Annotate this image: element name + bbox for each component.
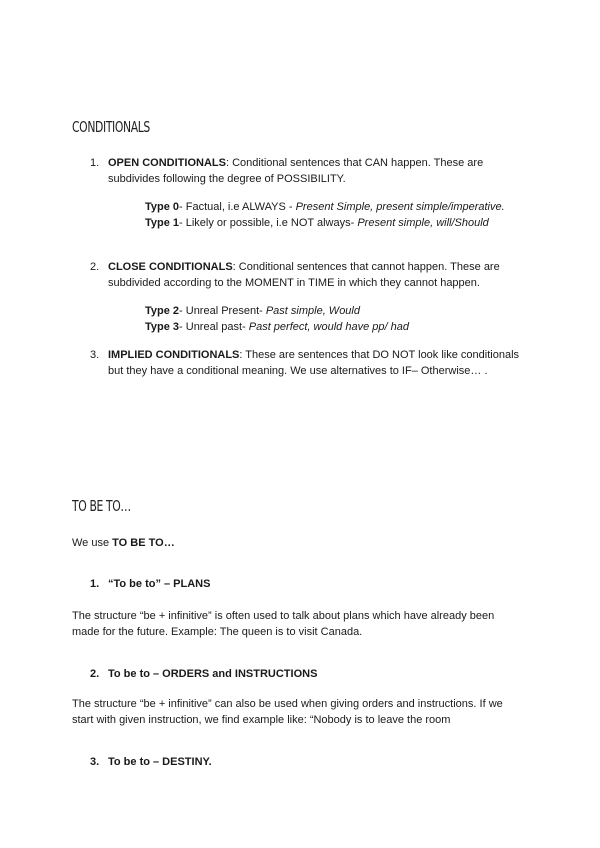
type2-desc: - Unreal Present- xyxy=(179,305,266,317)
implied-conditionals-line2: but they have a conditional meaning. We use alternatives to IF– Otherwise… . xyxy=(108,365,488,377)
close-conditionals-line1 xyxy=(108,259,500,275)
we-use-bold: TO BE TO… xyxy=(112,537,175,549)
open-conditionals-line2: subdivides following the degree of POSSIBILITY. xyxy=(108,173,346,185)
we-use-text: We use xyxy=(72,537,113,549)
type0-desc: - Factual, i.e ALWAYS - xyxy=(179,201,296,213)
type3-desc: - Unreal past- xyxy=(179,321,249,333)
we-use-line xyxy=(72,535,175,551)
open-conditionals-label: OPEN CONDITIONALS xyxy=(108,157,226,169)
type3-label: Type 3 xyxy=(145,321,180,333)
close-conditionals-label: CLOSE CONDITIONALS xyxy=(108,261,233,273)
close-conditionals-text: : Conditional sentences that cannot happen. These are xyxy=(232,261,500,273)
to-be-to-heading: TO BE TO… xyxy=(72,497,131,515)
list-number-2: 2. xyxy=(90,261,100,273)
type1-desc: - Likely or possible, i.e NOT always- xyxy=(179,217,358,229)
list-number-3: 3. xyxy=(90,349,100,361)
subheading-number-2: 2. xyxy=(90,668,100,680)
open-conditionals-text: : Conditional sentences that CAN happen. These are xyxy=(225,157,484,169)
subheading-number-3: 3. xyxy=(90,756,100,768)
orders-subheading: To be to – ORDERS and INSTRUCTIONS xyxy=(108,668,318,680)
type2-line xyxy=(145,303,360,319)
type2-tenses: Past simple, Would xyxy=(265,305,360,317)
implied-conditionals-text: : These are sentences that DO NOT look like conditionals xyxy=(239,349,520,361)
type2-label: Type 2 xyxy=(145,305,180,317)
type1-line xyxy=(145,215,489,231)
type1-label: Type 1 xyxy=(145,217,180,229)
type3-tenses: Past perfect, would have pp/ had xyxy=(248,321,409,333)
open-conditionals-line1 xyxy=(108,155,483,171)
close-conditionals-line2: subdivided according to the MOMENT in TIME in which they cannot happen. xyxy=(108,277,480,289)
conditionals-heading: CONDITIONALS xyxy=(72,118,150,136)
type0-line xyxy=(145,199,505,215)
implied-conditionals-line1 xyxy=(108,347,519,363)
orders-paragraph-line2: start with given instruction, we find example like: “Nobody is to leave the room xyxy=(72,714,451,726)
type3-line xyxy=(145,319,409,335)
type1-tenses: Present simple, will/Should xyxy=(357,217,489,229)
implied-conditionals-label: IMPLIED CONDITIONALS xyxy=(108,349,240,361)
type0-label: Type 0 xyxy=(145,201,180,213)
destiny-subheading: To be to – DESTINY. xyxy=(108,756,212,768)
plans-subheading: “To be to” – PLANS xyxy=(108,578,211,590)
plans-paragraph-line1: The structure “be + infinitive” is often used to talk about plans which have already been xyxy=(72,610,495,622)
list-number-1: 1. xyxy=(90,157,100,169)
subheading-number-1: 1. xyxy=(90,578,100,590)
plans-paragraph-line2: made for the future. Example: The queen is to visit Canada. xyxy=(72,626,363,638)
type0-tenses: Present Simple, present simple/imperative. xyxy=(295,201,505,213)
orders-paragraph-line1: The structure “be + infinitive” can also be used when giving orders and instructions. If we xyxy=(72,698,503,710)
